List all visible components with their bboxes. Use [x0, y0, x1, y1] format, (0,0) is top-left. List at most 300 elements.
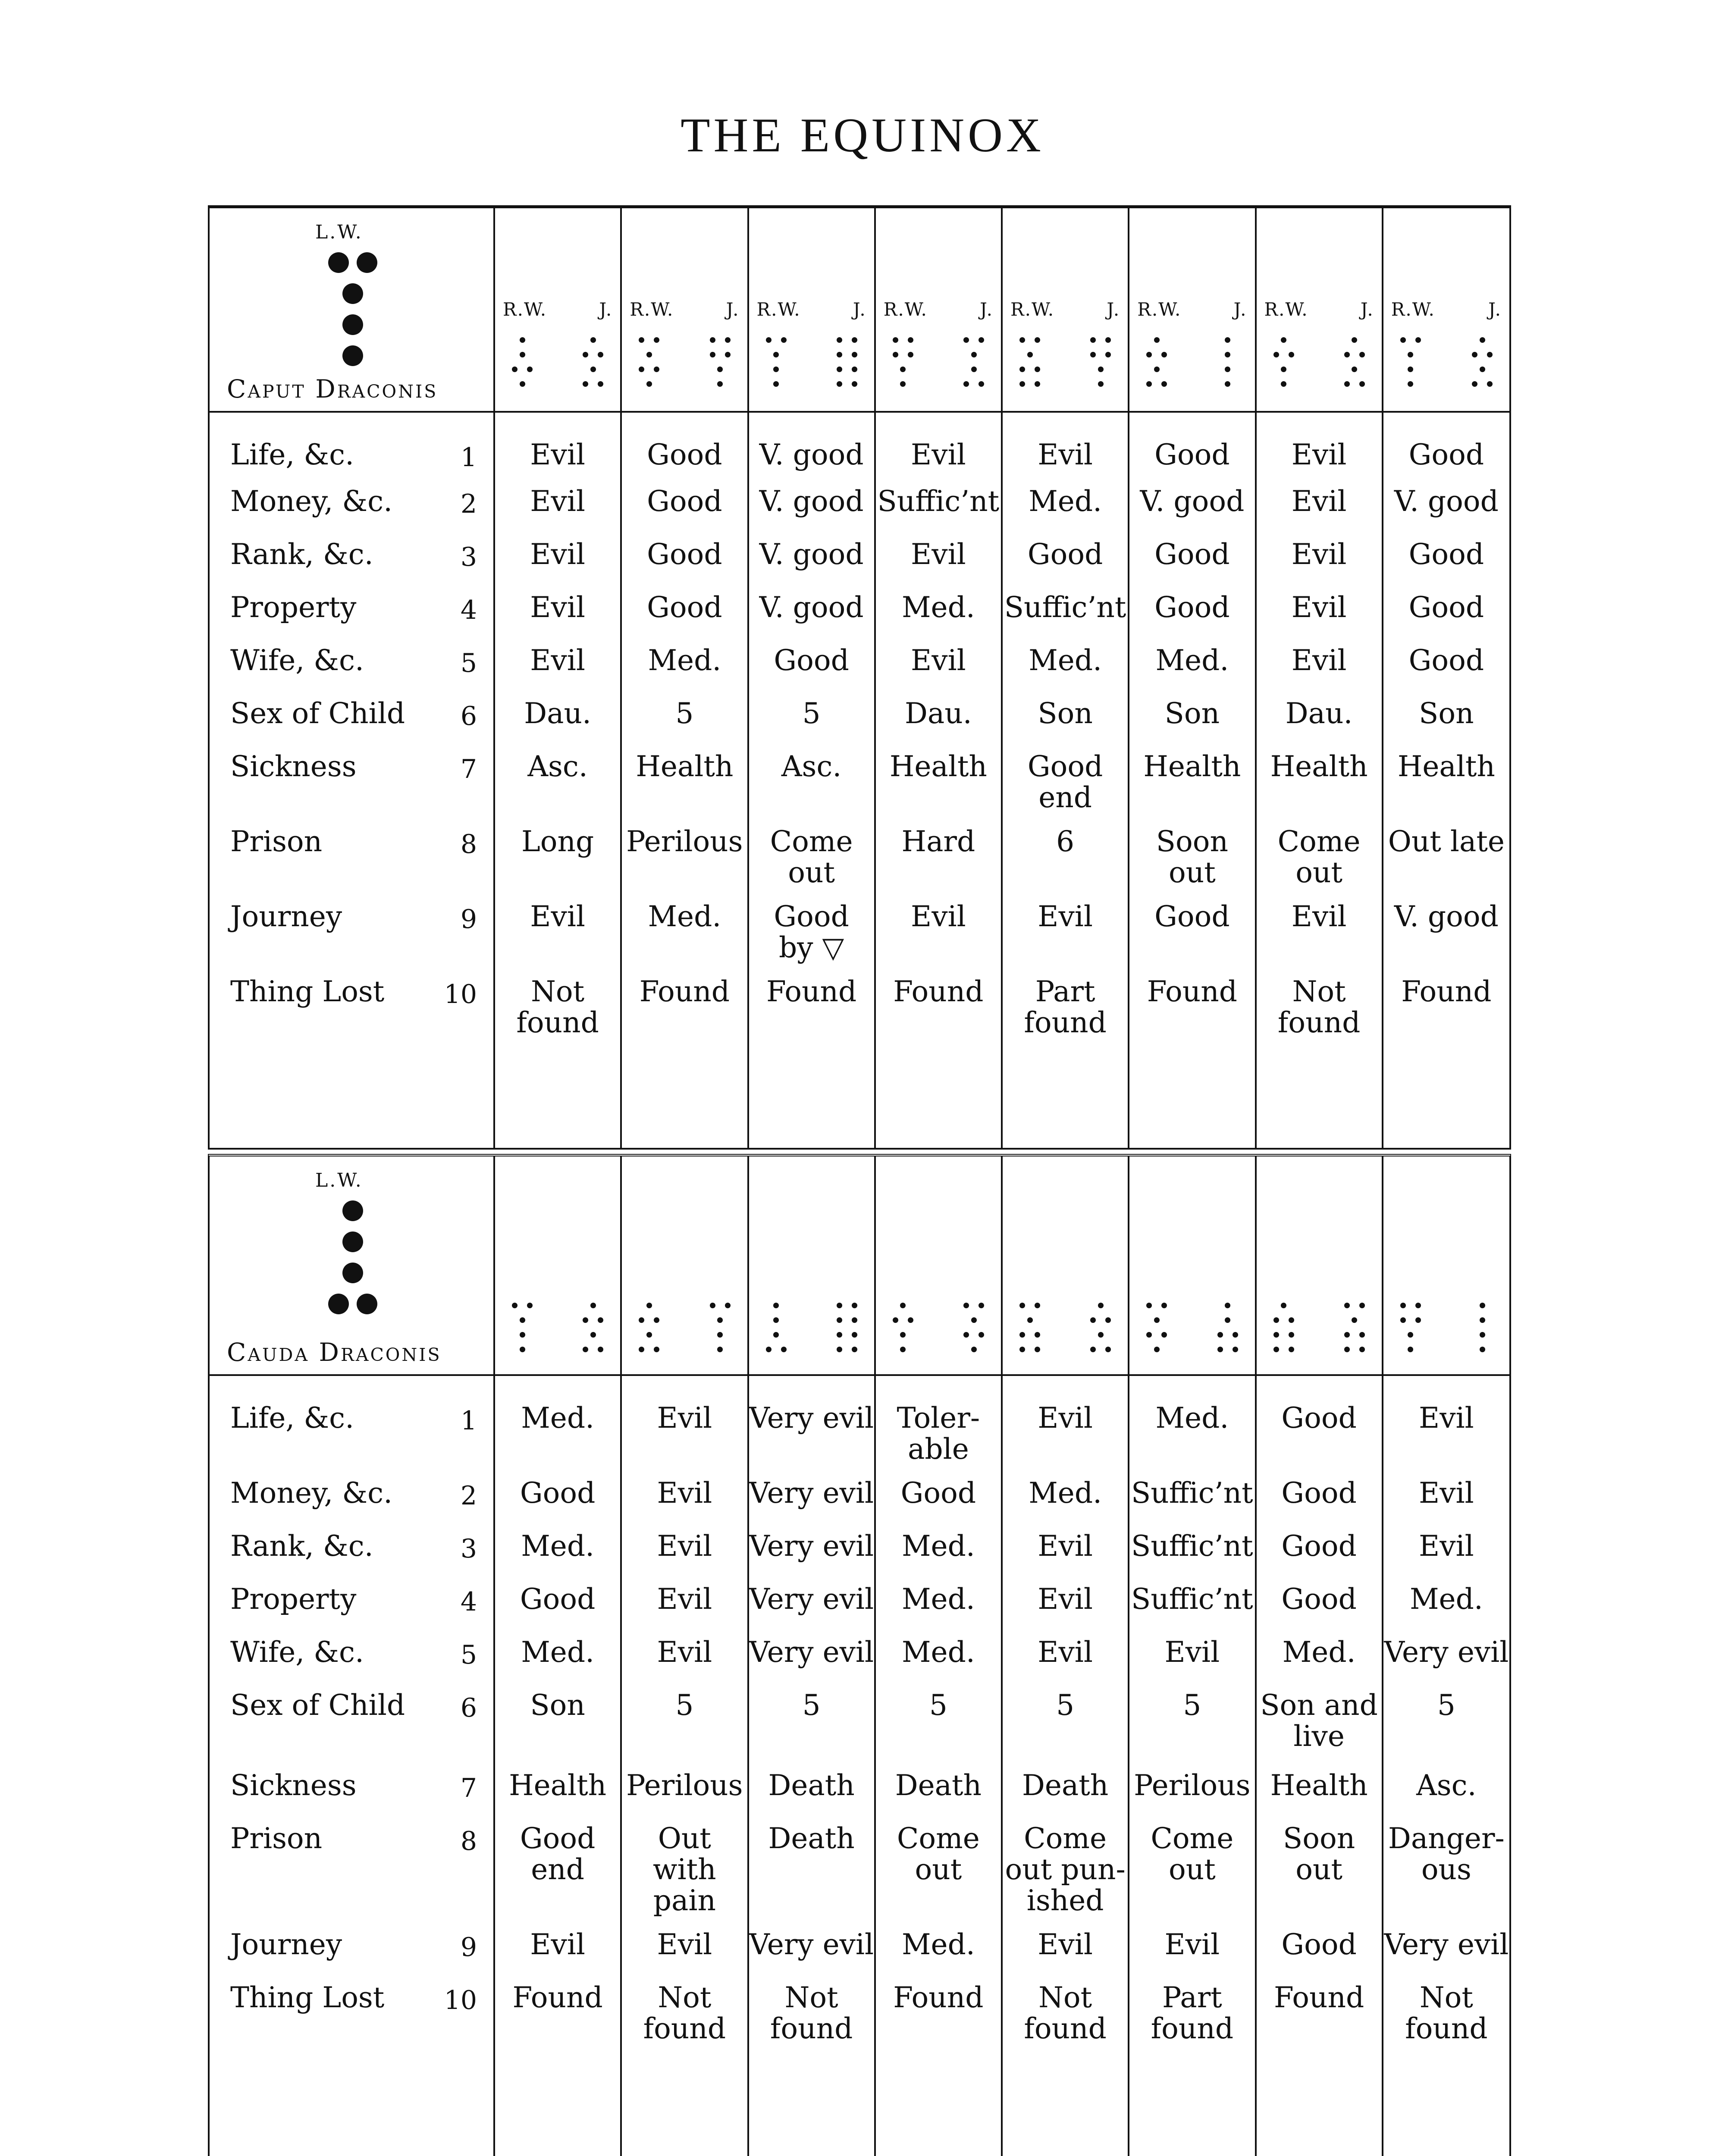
table-cell: 5 [802, 697, 821, 730]
figure-line [1465, 348, 1499, 361]
figure-line [1140, 1313, 1173, 1326]
figure-line [505, 1299, 539, 1312]
table-cell: Not found [770, 1981, 853, 2045]
house-name: Sex of Child [230, 1689, 405, 1722]
figure-line [1084, 1313, 1117, 1326]
house-number: 3 [460, 542, 477, 572]
figure-line [576, 377, 610, 390]
point-dot [1408, 367, 1413, 372]
table-row [210, 1969, 1509, 2047]
table-cell: Evil [1038, 1529, 1093, 1563]
table-cell: Evil [1291, 591, 1347, 624]
house-number: 10 [444, 979, 477, 1009]
table-row [210, 526, 1509, 579]
point-dot [773, 381, 779, 387]
figure-line [505, 363, 539, 376]
point-dot [837, 1332, 842, 1338]
point-dot [1281, 337, 1286, 343]
figure-line [576, 348, 610, 361]
point-dot [1035, 367, 1040, 372]
figure-line [632, 1328, 666, 1341]
point-dot [342, 314, 363, 335]
figure-line [632, 1343, 666, 1356]
point-dot [1344, 381, 1350, 387]
table-cell: Evil [657, 1636, 712, 1669]
table-row [210, 685, 1509, 738]
rw-figure [632, 333, 666, 390]
point-dot [963, 1303, 969, 1308]
point-dot [1154, 1317, 1160, 1323]
figure-line [759, 348, 793, 361]
j-figure [703, 333, 737, 390]
point-dot [1352, 1317, 1357, 1323]
table-cell: V. good [1394, 900, 1499, 933]
table-cell: Asc. [527, 750, 588, 783]
table-cell: Evil [911, 438, 966, 471]
table-cell: Out with pain [653, 1822, 716, 1917]
figure-line [1267, 1343, 1301, 1356]
table-cell: V. good [759, 591, 864, 624]
point-dot [639, 367, 644, 372]
row-label [210, 963, 493, 1010]
point-dot [971, 352, 977, 357]
column-header [495, 208, 620, 411]
point-dot [1344, 1332, 1350, 1338]
table-cell: Danger- ous [1388, 1822, 1505, 1886]
table-cell: Evil [1038, 1401, 1093, 1435]
table-cell: Good [1154, 538, 1230, 571]
table-cell: Very evil [1384, 1636, 1509, 1669]
figure-pair [1394, 1299, 1499, 1356]
house-number: 2 [460, 489, 477, 519]
point-dot [1344, 352, 1350, 357]
figure-line [1465, 1313, 1499, 1326]
point-dot [1289, 1347, 1294, 1352]
table-cell: Good [1281, 1529, 1357, 1563]
point-dot [971, 1347, 977, 1352]
table-cell: Evil [1291, 644, 1347, 677]
figure-line [1394, 377, 1427, 390]
house-name: Journey [230, 1928, 342, 1961]
figure-title: Cauda Draconis [227, 1338, 442, 1367]
running-head: THE EQUINOX [681, 109, 1044, 162]
point-dot [1480, 1303, 1485, 1308]
point-dot [908, 337, 913, 343]
table-cell: Good [1281, 1401, 1357, 1435]
point-dot [773, 367, 779, 372]
row-label [210, 1969, 493, 2016]
j-figure [1338, 333, 1371, 390]
rw-j-labels [503, 299, 612, 320]
rw-label: R.W. [756, 299, 801, 320]
figure-line [1338, 1328, 1371, 1341]
table-cell: Death [768, 1769, 855, 1802]
point-dot [1019, 381, 1025, 387]
figure-line [1211, 363, 1245, 376]
table-cell: Evil [657, 1529, 712, 1563]
figure-line [759, 333, 793, 346]
point-dot [1146, 352, 1152, 357]
figure-line [703, 1328, 737, 1341]
figure-line [703, 1343, 737, 1356]
point-dot [598, 352, 603, 357]
point-dot [1352, 367, 1357, 372]
table-cell: Very evil [749, 1583, 874, 1616]
table-cell: Found [1147, 975, 1237, 1008]
table-cell: Good [1408, 644, 1484, 677]
point-dot [1019, 337, 1025, 343]
point-dot [852, 367, 857, 372]
table-cell: Good [1154, 900, 1230, 933]
house-name: Money, &c. [230, 485, 393, 518]
table-cell: Dau. [1285, 697, 1353, 730]
figure-pair [1394, 333, 1499, 390]
point-dot [1035, 1347, 1040, 1352]
figure-pair [632, 1299, 737, 1356]
figure-line [886, 1328, 920, 1341]
point-dot [908, 1317, 913, 1323]
table-cell: Suffic’nt [1131, 1529, 1253, 1563]
caput-draconis-table [208, 205, 1511, 1150]
point-dot [773, 352, 779, 357]
figure-line [1338, 1313, 1371, 1326]
figure-line [1338, 348, 1371, 361]
j-label: J. [980, 299, 993, 320]
table-cell: 5 [802, 1689, 821, 1722]
table-cell: Evil [1038, 1583, 1093, 1616]
table-cell: Med. [901, 1583, 975, 1616]
point-dot [1019, 1347, 1025, 1352]
point-dot [328, 252, 349, 273]
figure-line [830, 348, 864, 361]
house-name: Wife, &c. [230, 1636, 364, 1669]
table-cell: Evil [911, 644, 966, 677]
row-label [210, 473, 493, 520]
lw-label: L.W. [315, 221, 363, 243]
point-dot [1035, 381, 1040, 387]
table-cell: Toler- able [897, 1401, 980, 1466]
figure-line [759, 1299, 793, 1312]
table-cell: Health [636, 750, 734, 783]
table-cell: Good [1408, 438, 1484, 471]
rw-figure [1394, 333, 1427, 390]
figure-pair [1140, 1299, 1244, 1356]
point-dot [1472, 381, 1477, 387]
point-dot [646, 1332, 652, 1338]
figure-pair [886, 1299, 991, 1356]
lw-label: L.W. [315, 1169, 363, 1191]
column-header [749, 1156, 874, 1374]
rw-j-labels [757, 299, 866, 320]
point-dot [1480, 1347, 1485, 1352]
figure-line [1211, 348, 1245, 361]
figure-line [1394, 1328, 1427, 1341]
point-dot [725, 352, 731, 357]
point-dot [717, 1317, 723, 1323]
table-cell: Med. [521, 1529, 595, 1563]
table-cell: Come out [897, 1822, 980, 1886]
table-cell: Evil [530, 485, 585, 518]
row-label [210, 813, 493, 860]
figure-line [576, 1313, 610, 1326]
figure-line [830, 1299, 864, 1312]
row-label [210, 1677, 493, 1724]
figure-line [323, 1195, 383, 1226]
point-dot [1225, 337, 1230, 343]
rw-label: R.W. [883, 299, 928, 320]
house-name: Prison [230, 825, 323, 858]
table-cell: Found [1274, 1981, 1364, 2014]
figure-line [505, 1328, 539, 1341]
figure-line [1465, 363, 1499, 376]
figure-line [505, 377, 539, 390]
point-dot [342, 1232, 363, 1252]
figure-line [1084, 377, 1117, 390]
point-dot [1400, 337, 1406, 343]
point-dot [837, 1347, 842, 1352]
point-dot [1217, 1347, 1223, 1352]
table-cell: Evil [657, 1401, 712, 1435]
figure-line [323, 340, 383, 371]
point-dot [717, 367, 723, 372]
table-cell: Evil [1291, 900, 1347, 933]
figure-line [323, 1257, 383, 1288]
figure-line [957, 377, 991, 390]
figure-line [830, 377, 864, 390]
figure-line [323, 1288, 383, 1319]
row-label [210, 579, 493, 626]
figure-line [1084, 363, 1117, 376]
point-dot [963, 381, 969, 387]
point-dot [639, 1347, 644, 1352]
table-cell: 5 [1437, 1689, 1455, 1722]
table-cell: Med. [648, 644, 721, 677]
point-dot [1035, 1303, 1040, 1308]
table-row [210, 1810, 1509, 1916]
table-cell: Good [647, 591, 722, 624]
column-header [876, 1156, 1001, 1374]
point-dot [342, 283, 363, 304]
point-dot [1105, 1347, 1111, 1352]
figure-line [957, 1313, 991, 1326]
point-dot [598, 381, 603, 387]
point-dot [1090, 1347, 1096, 1352]
figure-line [576, 1328, 610, 1341]
table-cell: Very evil [749, 1636, 874, 1669]
point-dot [1487, 352, 1493, 357]
figure-line [830, 1328, 864, 1341]
house-number: 7 [460, 754, 477, 784]
table-cell: Soon out [1156, 825, 1228, 889]
table-cell: Evil [530, 591, 585, 624]
point-dot [654, 1317, 659, 1323]
figure-line [1013, 1328, 1047, 1341]
table-cell: Med. [1282, 1636, 1356, 1669]
table-cell: Evil [1419, 1529, 1474, 1563]
table-cell: Evil [530, 438, 585, 471]
table-cell: Evil [1419, 1401, 1474, 1435]
table-cell: Med. [1409, 1583, 1483, 1616]
point-dot [1019, 1332, 1025, 1338]
point-dot [766, 1347, 772, 1352]
j-figure [830, 333, 864, 390]
geomancy-table [210, 208, 1509, 1148]
figure-line [886, 333, 920, 346]
table-cell: Evil [1038, 900, 1093, 933]
table-row [210, 813, 1509, 888]
point-dot [1161, 1332, 1167, 1338]
house-name: Life, &c. [230, 438, 354, 471]
figure-line [1394, 333, 1427, 346]
j-label: J. [1360, 299, 1374, 320]
point-dot [1161, 352, 1167, 357]
table-row [210, 1375, 1509, 1465]
point-dot [639, 337, 644, 343]
figure-line [1267, 1299, 1301, 1312]
table-cell: Health [1270, 750, 1368, 783]
table-cell: Evil [1038, 438, 1093, 471]
figure-line [1267, 348, 1301, 361]
figure-line [886, 1299, 920, 1312]
rw-label: R.W. [1391, 299, 1435, 320]
table-cell: Evil [657, 1583, 712, 1616]
point-dot [590, 337, 596, 343]
point-dot [646, 352, 652, 357]
point-dot [837, 381, 842, 387]
point-dot [979, 337, 984, 343]
point-dot [979, 1332, 984, 1338]
point-dot [520, 1332, 525, 1338]
figure-line [1338, 1343, 1371, 1356]
point-dot [1105, 1317, 1111, 1323]
table-cell: Come out [770, 825, 853, 889]
point-dot [654, 337, 659, 343]
j-label: J. [1488, 299, 1502, 320]
table-cell: Very evil [749, 1928, 874, 1961]
table-cell: Good [520, 1583, 596, 1616]
point-dot [654, 367, 659, 372]
point-dot [512, 1303, 518, 1308]
table-cell: Very evil [749, 1401, 874, 1435]
point-dot [1027, 352, 1033, 357]
point-dot [1161, 1303, 1167, 1308]
point-dot [1146, 381, 1152, 387]
table-cell: Not found [1024, 1981, 1107, 2045]
j-figure [1084, 333, 1117, 390]
table-row [210, 888, 1509, 963]
rw-j-labels [1010, 299, 1120, 320]
point-dot [1480, 1317, 1485, 1323]
point-dot [725, 337, 731, 343]
table-row [210, 963, 1509, 1038]
figure-pair [505, 1299, 610, 1356]
point-dot [1289, 1332, 1294, 1338]
point-dot [527, 1303, 533, 1308]
figure-line [1338, 363, 1371, 376]
table-cell: Evil [1038, 1928, 1093, 1961]
house-number: 10 [444, 1985, 477, 2015]
table-cell: Good end [520, 1822, 596, 1886]
point-dot [971, 1317, 977, 1323]
row-label [210, 1916, 493, 1963]
point-dot [1480, 1332, 1485, 1338]
table-cell: Good [1408, 591, 1484, 624]
point-dot [1090, 1317, 1096, 1323]
table-cell: Evil [1164, 1636, 1220, 1669]
figure-line [1084, 333, 1117, 346]
figure-line [759, 1328, 793, 1341]
rw-j-labels [1137, 299, 1247, 320]
point-dot [1019, 367, 1025, 372]
table-cell: Evil [911, 538, 966, 571]
point-dot [1225, 367, 1230, 372]
rw-j-labels [630, 299, 739, 320]
table-row [210, 1518, 1509, 1571]
table-cell: Death [1022, 1769, 1109, 1802]
figure-line [886, 1343, 920, 1356]
point-dot [852, 1317, 857, 1323]
house-number: 2 [460, 1481, 477, 1511]
figure-line [1267, 333, 1301, 346]
point-dot [1400, 1317, 1406, 1323]
point-dot [527, 367, 533, 372]
house-name: Sex of Child [230, 697, 405, 730]
point-dot [710, 352, 715, 357]
point-dot [1352, 337, 1357, 343]
point-dot [1415, 1317, 1421, 1323]
j-figure [1084, 1299, 1117, 1356]
j-figure [1211, 1299, 1245, 1356]
point-dot [598, 1317, 603, 1323]
row-label [210, 888, 493, 935]
figure-line [576, 1299, 610, 1312]
point-dot [342, 345, 363, 366]
figure-line [1140, 363, 1173, 376]
figure-line [1013, 1313, 1047, 1326]
rw-figure [1394, 1299, 1427, 1356]
rw-j-labels [884, 299, 993, 320]
table-cell: Soon out [1283, 1822, 1355, 1886]
figure-line [1013, 333, 1047, 346]
table-cell: V. good [759, 485, 864, 518]
table-cell: Dau. [524, 697, 591, 730]
figure-line [1140, 1299, 1173, 1312]
house-name: Rank, &c. [230, 538, 373, 571]
figure-line [957, 363, 991, 376]
table-cell: V. good [1394, 485, 1499, 518]
table-filler [210, 2047, 1509, 2156]
figure-line [323, 1226, 383, 1257]
table-cell: Long [521, 825, 594, 858]
figure-line [1013, 1299, 1047, 1312]
point-dot [1027, 1317, 1033, 1323]
point-dot [654, 1347, 659, 1352]
table-cell: Evil [1291, 485, 1347, 518]
house-name: Wife, &c. [230, 644, 364, 677]
row-label [210, 738, 493, 785]
point-dot [1408, 381, 1413, 387]
table-cell: Son [530, 1689, 585, 1722]
point-dot [1154, 1347, 1160, 1352]
table-cell: Good [1408, 538, 1484, 571]
point-dot [852, 381, 857, 387]
point-dot [852, 352, 857, 357]
table-cell: Good [647, 538, 722, 571]
table-cell: Health [509, 1769, 607, 1802]
table-row [210, 1677, 1509, 1757]
table-cell: Good [900, 1476, 976, 1510]
table-cell: Evil [657, 1476, 712, 1510]
